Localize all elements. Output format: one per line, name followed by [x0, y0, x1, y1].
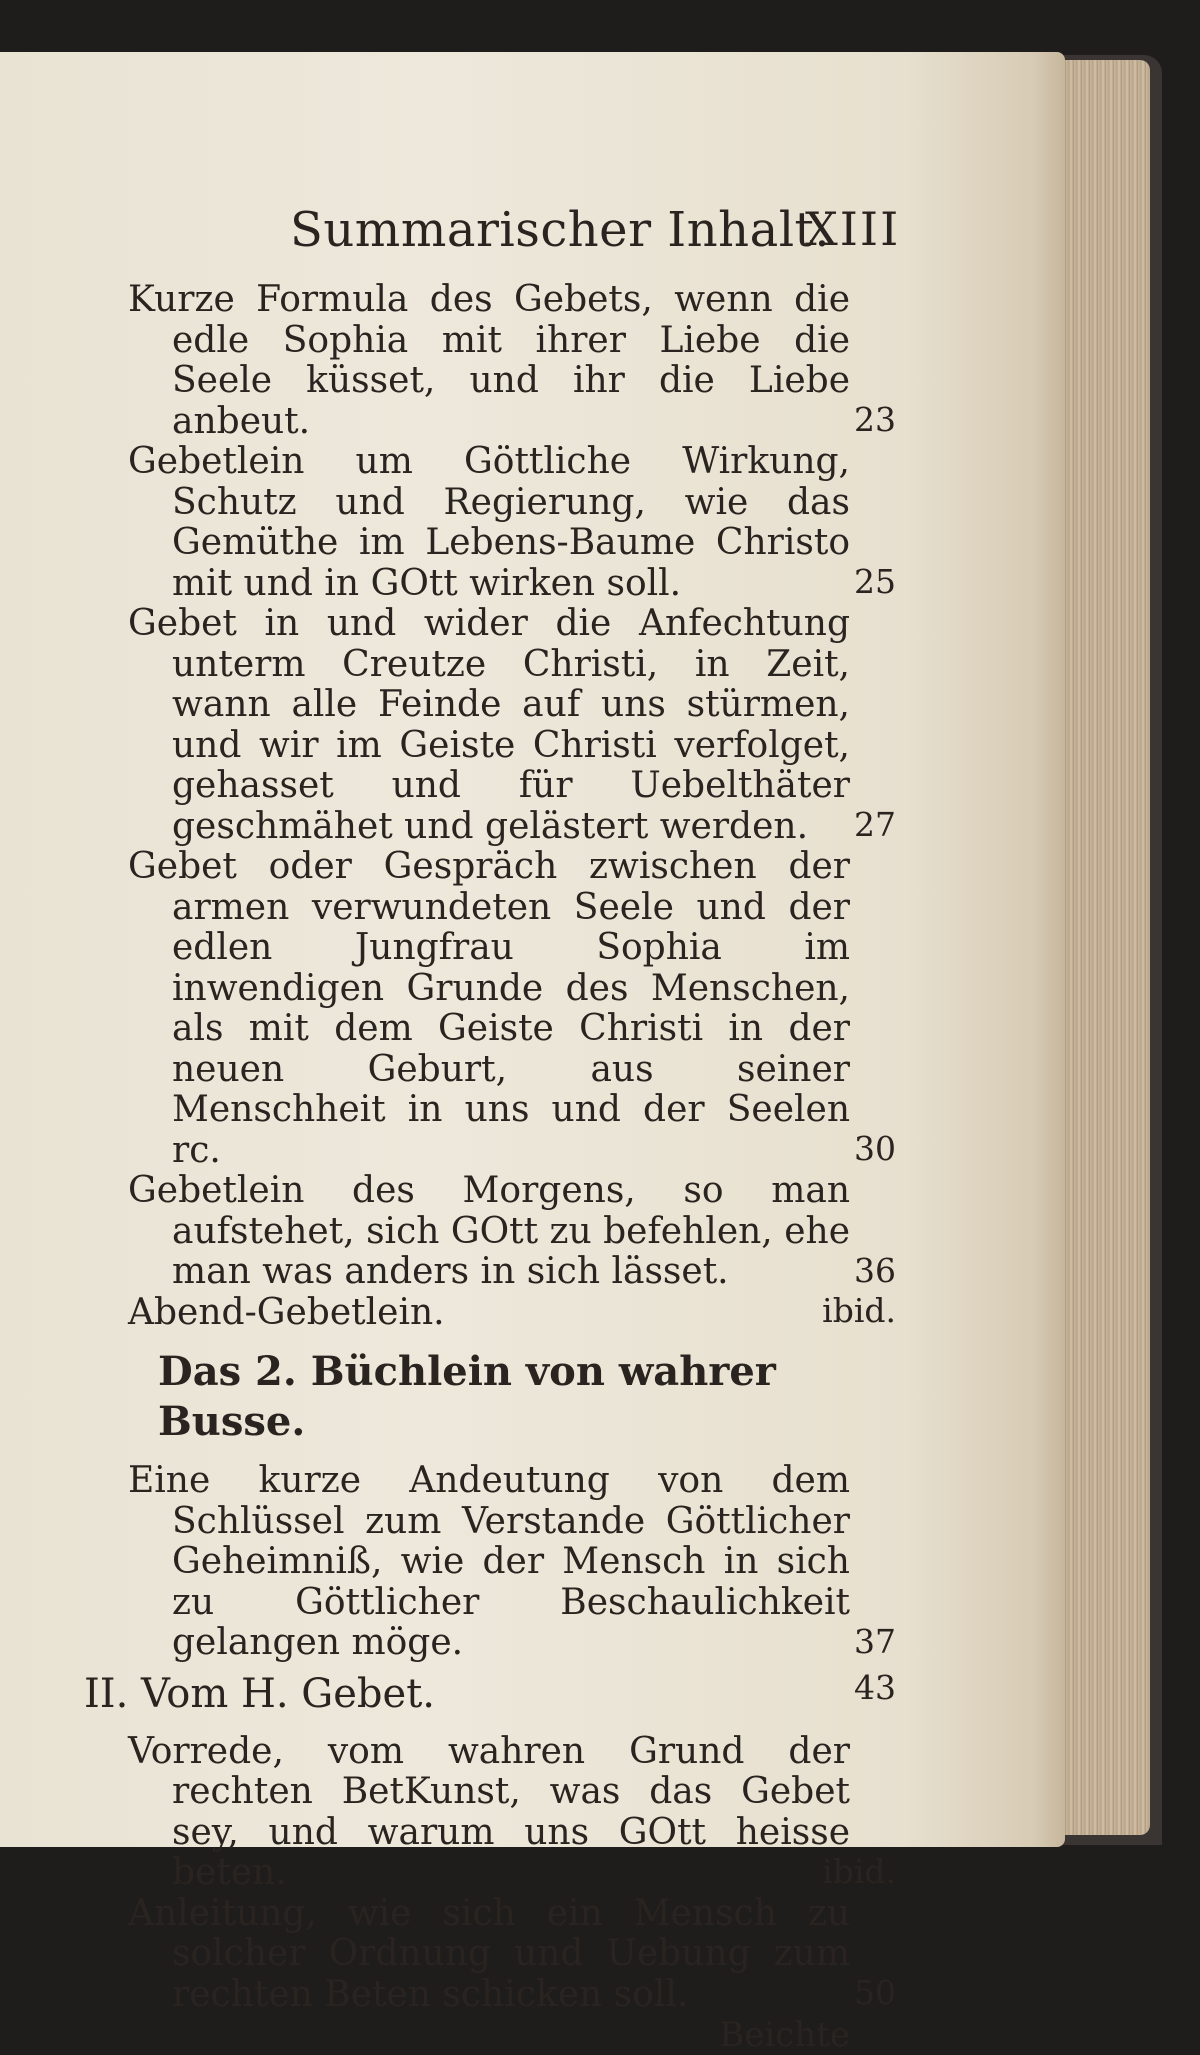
toc-entry-page: 27	[854, 805, 896, 844]
toc-entry-text: Gebet in und wider die Anfechtung unterm Creutze Christi, in Zeit, wann alle Feinde auf uns stürmen, und wir im Geiste Christi verfolget, gehasset und für Uebelthäter geschmähet und gelästert werden.	[128, 603, 850, 847]
toc-entry-page: 23	[854, 400, 896, 439]
toc-entry	[128, 1461, 896, 1664]
header-title: Summarischer Inhalt.	[290, 202, 831, 258]
toc-entry-page: 37	[854, 1621, 896, 1661]
toc-entry-text: Vorrede, vom wahren Grund der rechten BetKunst, was das Gebet sey, und warum uns GOtt heisse beten.	[128, 1730, 850, 1893]
page-edges	[1050, 60, 1150, 1835]
catchword: Beichte	[719, 2015, 850, 2055]
toc-entry	[128, 1293, 896, 1334]
book-heading: Das 2. Büchlein von wahrer Busse.	[158, 1348, 776, 1445]
toc-entry	[128, 1171, 896, 1293]
toc-entry-text: Anleitung, wie sich ein Mensch zu solcher Ordnung und Uebung zum rechten Beten schicken soll.	[128, 1892, 850, 2015]
section-heading-text: II. Vom H. Gebet.	[84, 1670, 435, 1717]
running-header	[0, 202, 1065, 262]
toc-entry-page: 36	[854, 1250, 896, 1290]
section-heading-page: 43	[854, 1667, 896, 1707]
toc-entry	[128, 1732, 896, 1894]
toc-entry	[128, 442, 896, 604]
toc-entry-text: Abend-Gebetlein.	[128, 1291, 445, 1333]
toc-entry	[128, 280, 896, 442]
toc-entry-text: Eine kurze Andeutung von dem Schlüssel zum Verstande Göttlicher Geheimniß, wie der Mensch in sich zu Göttlicher Beschaulichkeit gelangen möge.	[128, 1460, 850, 1663]
toc-entry-text: Gebet oder Gespräch zwischen der armen verwundeten Seele und der edlen Jungfrau Sophia im inwendigen Grunde des Menschen, als mit dem Geiste Christi in der neuen Geburt, aus seiner Menschheit in uns und der Seelen rc.	[128, 846, 850, 1171]
toc-entry-text: Gebetlein um Göttliche Wirkung, Schutz und Regierung, wie das Gemüthe im Lebens-Baume Christo mit und in GOtt wirken soll.	[128, 441, 850, 604]
toc-entry-text: Gebetlein des Morgens, so man aufstehet, sich GOtt zu befehlen, ehe man was anders in sich lässet.	[128, 1170, 850, 1292]
toc-entry-text: Kurze Formula des Gebets, wenn die edle Sophia mit ihrer Liebe die Seele küsset, und ihr die Liebe anbeut.	[128, 279, 850, 442]
toc-entry-page: ibid.	[822, 1851, 896, 1891]
toc-entry	[128, 604, 896, 847]
toc-entry-page: 25	[854, 562, 896, 601]
toc-entry-page: 30	[854, 1129, 896, 1168]
table-of-contents	[84, 279, 896, 2055]
toc-entry-page: ibid.	[822, 1291, 896, 1330]
toc-entry	[128, 1894, 896, 2016]
header-page-number: XIII	[805, 202, 901, 256]
toc-entry	[128, 847, 896, 1171]
section-heading	[84, 1667, 896, 1718]
toc-entry-page: 50	[854, 1973, 896, 2012]
book-page	[0, 52, 1065, 2055]
